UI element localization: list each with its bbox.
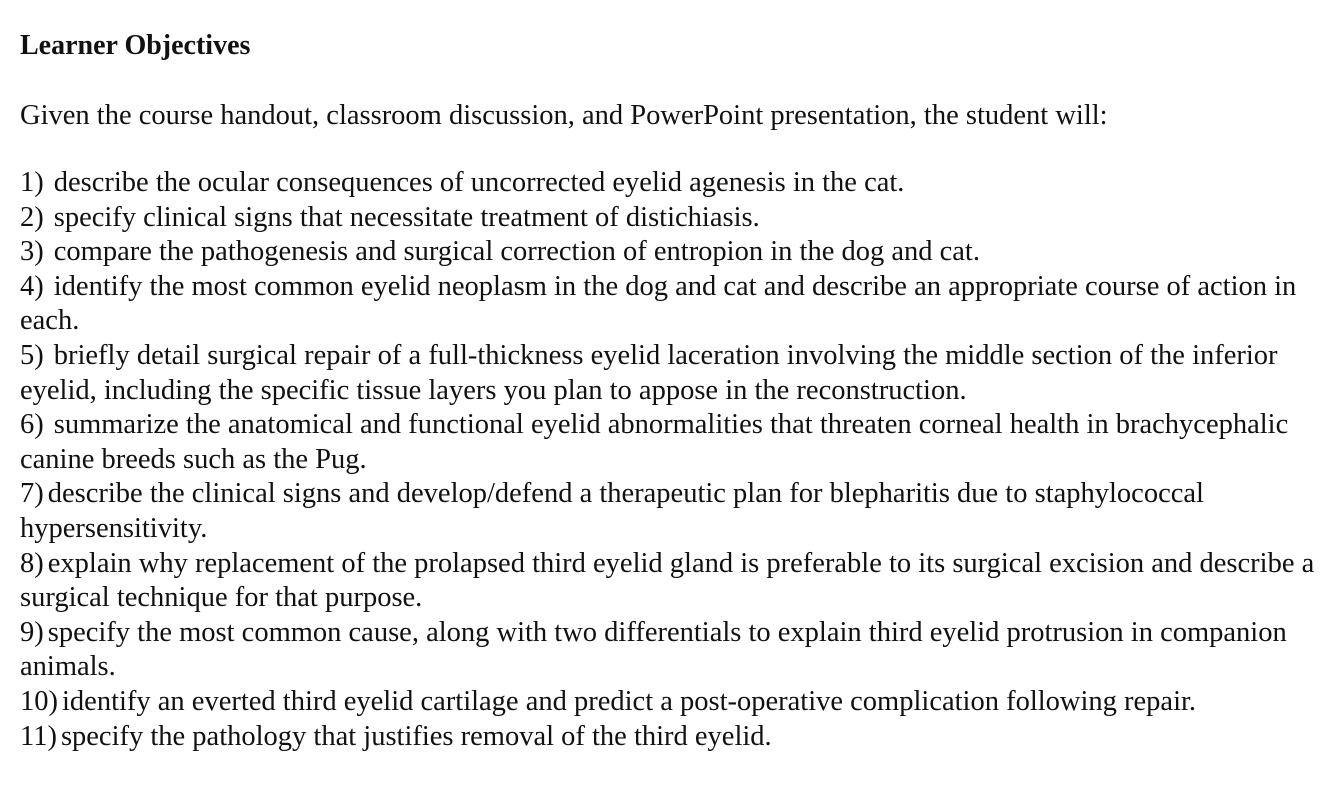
objective-text: specify the most common cause, along with two differentials to explain third eyelid protrusion in companion animals. bbox=[20, 616, 1287, 683]
objective-number: 1) bbox=[20, 167, 44, 198]
objective-item bbox=[20, 720, 1320, 755]
objective-number: 8) bbox=[20, 547, 44, 579]
objective-number: 5) bbox=[20, 339, 44, 371]
objective-text: specify the pathology that justifies removal of the third eyelid. bbox=[60, 720, 772, 752]
objective-number: 11) bbox=[20, 720, 57, 752]
objective-number: 9) bbox=[20, 616, 44, 648]
objective-item bbox=[20, 547, 1320, 616]
objective-text: identify the most common eyelid neoplasm in the dog and cat and describe an appropriate course of action in each. bbox=[20, 270, 1297, 337]
document-page bbox=[20, 26, 1320, 754]
page-title: Learner Objectives bbox=[20, 30, 251, 61]
objective-number: 4) bbox=[20, 270, 44, 302]
objective-text: identify an everted third eyelid cartilage and predict a post-operative complication following repair. bbox=[62, 685, 1197, 717]
objective-text: briefly detail surgical repair of a full-thickness eyelid laceration involving the middle section of the inferior eyelid, including the specific tissue layers you plan to appose in the reconstruction. bbox=[20, 339, 1278, 406]
objective-item bbox=[20, 235, 1320, 270]
objective-number: 10) bbox=[20, 685, 58, 717]
objective-item bbox=[20, 685, 1320, 720]
objective-number: 6) bbox=[20, 409, 44, 441]
objective-number: 3) bbox=[20, 236, 44, 268]
objective-text: describe the ocular consequences of uncorrected eyelid agenesis in the cat. bbox=[53, 167, 905, 198]
objective-item bbox=[20, 166, 1320, 201]
objective-text: explain why replacement of the prolapsed third eyelid gland is preferable to its surgical excision and describe a surgical technique for that purpose. bbox=[20, 547, 1315, 614]
objective-item bbox=[20, 339, 1320, 408]
objective-item bbox=[20, 270, 1320, 339]
objective-item bbox=[20, 477, 1320, 546]
objective-number: 7) bbox=[20, 478, 44, 510]
objective-number: 2) bbox=[20, 201, 44, 233]
objective-text: compare the pathogenesis and surgical correction of entropion in the dog and cat. bbox=[53, 236, 980, 268]
objective-item bbox=[20, 408, 1320, 477]
objective-item bbox=[20, 201, 1320, 236]
objective-text: describe the clinical signs and develop/defend a therapeutic plan for blepharitis due to staphylococcal hypersensitivity. bbox=[20, 478, 1204, 544]
objective-text: specify clinical signs that necessitate treatment of distichiasis. bbox=[53, 201, 760, 233]
objective-item bbox=[20, 616, 1320, 685]
objectives-list bbox=[20, 166, 1320, 754]
objective-text: summarize the anatomical and functional eyelid abnormalities that threaten corneal health in brachycephalic canine breeds such as the Pug. bbox=[20, 409, 1289, 475]
intro-paragraph: Given the course handout, classroom discussion, and PowerPoint presentation, the student will: bbox=[20, 100, 1108, 131]
